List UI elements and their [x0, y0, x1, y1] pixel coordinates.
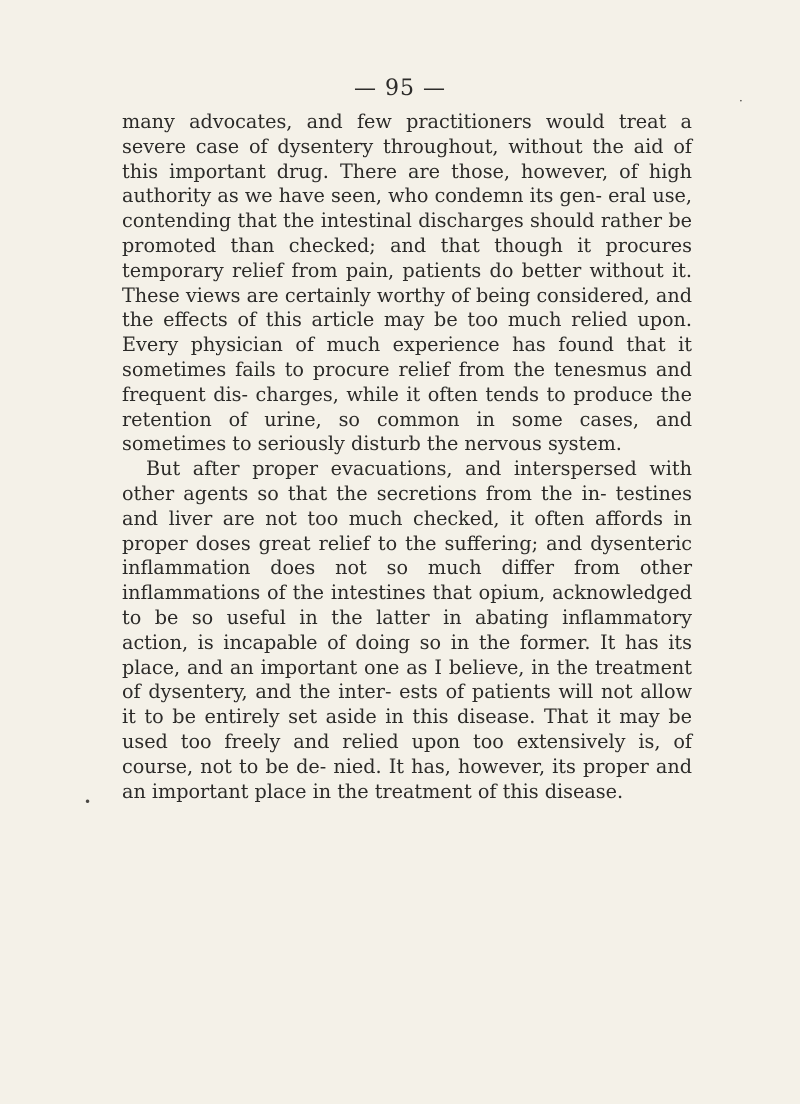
page-number: — 95 —: [354, 76, 446, 101]
margin-mark: •: [84, 795, 92, 809]
body-text: [122, 110, 692, 804]
dust-speck: ·: [739, 94, 743, 108]
paragraph-2: But after proper evacuations, and interspersed with other agents so that the secretions from the in- testines and liver are not too much checked, it often affords in proper doses great relief to the suffering; and dysenteric inflammation does not so much differ from other inflammations of the intestines that opium, acknowledged to be so useful in the latter in abating inflammatory action, is incapable of doing so in the former. It has its place, and an important one as I believe, in the treatment of dysentery, and the inter- ests of patients will not allow it to be entirely set aside in this disease. That it may be used too freely and relied upon too extensively is, of course, not to be de- nied. It has, however, its proper and an important place in the treatment of this disease.: [122, 457, 692, 803]
paragraph-1: many advocates, and few practitioners would treat a severe case of dysentery throughout, without the aid of this important drug. There are those, however, of high authority as we have seen, who condemn its gen- eral use, contending that the intestinal discharges should rather be promoted than checked; and that though it procures temporary relief from pain, patients do better without it. These views are certainly worthy of being considered, and the effects of this article may be too much relied upon. Every physician of much experience has found that it sometimes fails to procure relief from the tenesmus and frequent dis- charges, while it often tends to produce the retention of urine, so common in some cases, and sometimes to seriously disturb the nervous system.: [122, 110, 692, 456]
